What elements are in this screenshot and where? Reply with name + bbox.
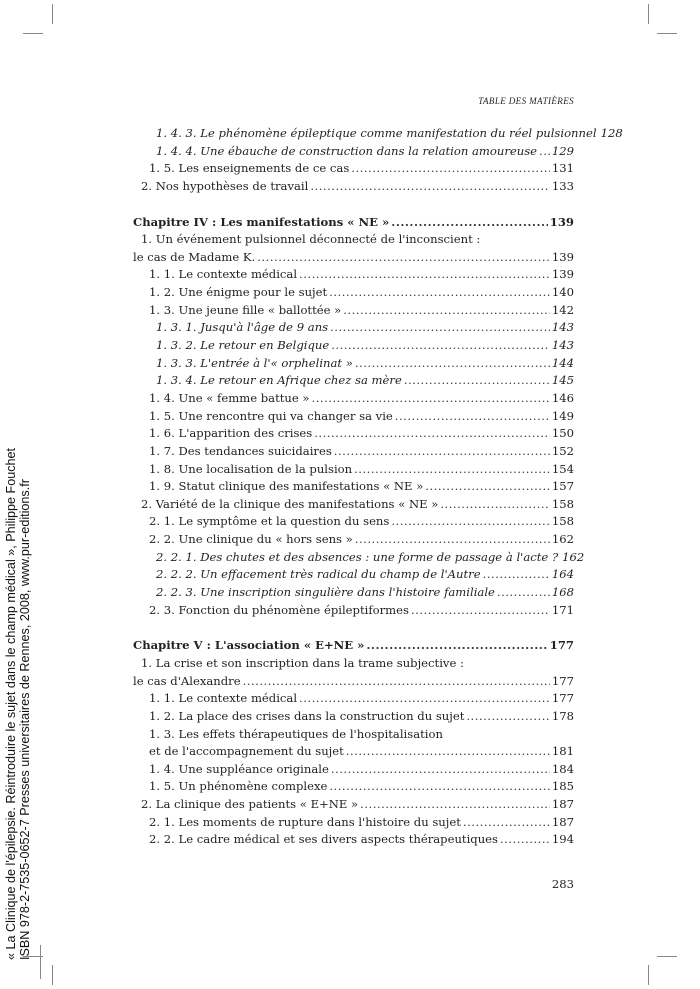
- crop-mark: [52, 965, 53, 985]
- side-notice-line1: « La Clinique de l'épilepsie. Réintroduire le sujet dans le champ médical », Philippe Fouchet: [4, 447, 18, 960]
- toc-chapter: [133, 637, 574, 655]
- toc-entry: [133, 408, 574, 426]
- toc-entry-page: 185: [551, 779, 574, 794]
- toc-entry: [133, 602, 574, 620]
- toc-entry: [133, 178, 574, 196]
- toc-entry: [133, 726, 574, 744]
- toc-entry-title: le cas de Madame K.: [133, 249, 256, 264]
- toc-entry: [133, 425, 574, 443]
- toc-entry-page: 133: [551, 178, 574, 193]
- toc-entry: [133, 831, 574, 849]
- toc-entry: [133, 566, 574, 584]
- toc-entry-page: 128: [600, 126, 623, 140]
- toc-entry-page: 171: [551, 602, 574, 617]
- dot-leader: [366, 637, 547, 655]
- toc-entry-page: 140: [551, 285, 574, 300]
- toc-entry-title: 1. 4. 3. Le phénomène épileptique comme manifestation du réel pulsionnel: [156, 126, 597, 140]
- toc-entry-title: 2. Variété de la clinique des manifestations « NE »: [141, 496, 439, 511]
- toc-entry-page: 149: [551, 408, 574, 423]
- dot-leader: [360, 796, 550, 814]
- toc-entry: [133, 302, 574, 320]
- toc-entry-title: 1. 3. 2. Le retour en Belgique: [156, 338, 330, 353]
- toc-entry: [133, 513, 574, 531]
- toc-entry-page: 194: [551, 832, 574, 847]
- toc-entry-page: 139: [549, 214, 574, 229]
- toc-chapter: [133, 214, 574, 232]
- toc-entry-page: 157: [551, 479, 574, 494]
- dot-leader: [329, 284, 550, 302]
- toc-entry-page: 154: [551, 461, 574, 476]
- toc-entry-page: 142: [551, 302, 574, 317]
- toc-entry-title: 1. 5. Une rencontre qui va changer sa vie: [149, 408, 393, 423]
- crop-mark: [23, 33, 43, 34]
- dot-leader: [539, 143, 550, 161]
- toc-entry-page: 164: [551, 567, 574, 582]
- toc-entry: [133, 249, 574, 267]
- toc-entry-title: 2. Nos hypothèses de travail: [141, 178, 309, 193]
- toc-entry-page: 177: [551, 673, 574, 688]
- dot-leader: [391, 513, 550, 531]
- toc-entry: [133, 690, 574, 708]
- toc-entry-title: 1. 6. L'apparition des crises: [149, 426, 313, 441]
- toc-entry: [133, 461, 574, 479]
- dot-leader: [354, 461, 550, 479]
- toc-entry-title: 2. 2. Le cadre médical et ses divers aspects thérapeutiques: [149, 832, 498, 847]
- toc-entry-page: 158: [551, 514, 574, 529]
- toc-entry: [133, 443, 574, 461]
- dot-leader: [355, 531, 550, 549]
- toc-entry-page: 146: [551, 390, 574, 405]
- crop-mark: [657, 33, 677, 34]
- toc-entry-title: 2. 2. 2. Un effacement très radical du champ de l'Autre: [156, 567, 481, 582]
- dot-leader: [355, 355, 550, 373]
- dot-leader: [257, 249, 550, 267]
- toc-entry-title: 1. 9. Statut clinique des manifestations « NE »: [149, 479, 424, 494]
- dot-leader: [497, 584, 550, 602]
- toc-entry-title: 1. 1. Le contexte médical: [149, 691, 298, 706]
- toc-entry: [133, 673, 574, 691]
- toc-entry-title: 2. 2. Une clinique du « hors sens »: [149, 532, 353, 547]
- toc-entry: [133, 125, 623, 143]
- toc-entry: [133, 761, 574, 779]
- toc-entry-title: 1. 3. Une jeune fille « ballottée »: [149, 302, 342, 317]
- toc-entry-title: 1. 5. Les enseignements de ce cas: [149, 161, 350, 176]
- toc-entry: [133, 796, 574, 814]
- toc-entry: [133, 478, 574, 496]
- dot-leader: [334, 443, 550, 461]
- page-number: 283: [551, 877, 574, 891]
- toc-entry-page: 178: [551, 708, 574, 723]
- toc-entry-page: 144: [551, 355, 574, 370]
- side-notice-line2: ISBN 978-2-7535-0652-7 Presses universitaires de Rennes, 2008, www.pur-editions.fr: [18, 479, 32, 960]
- crop-mark: [52, 4, 53, 24]
- side-notice: [4, 448, 32, 960]
- toc-entry-title: 2. 1. Les moments de rupture dans l'histoire du sujet: [149, 814, 461, 829]
- toc-entry-page: 143: [551, 338, 574, 353]
- toc-entry-page: 187: [551, 797, 574, 812]
- toc-entry: [133, 743, 574, 761]
- table-of-contents: [133, 125, 623, 849]
- toc-entry: [133, 160, 574, 178]
- toc-entry: [133, 655, 574, 673]
- dot-leader: [346, 743, 550, 761]
- toc-entry-title: 1. 1. Le contexte médical: [149, 267, 298, 282]
- toc-entry-page: 150: [551, 426, 574, 441]
- dot-leader: [483, 566, 550, 584]
- toc-entry: [133, 355, 574, 373]
- dot-leader: [243, 673, 550, 691]
- toc-entry-page: 139: [551, 249, 574, 264]
- dot-leader: [463, 814, 550, 832]
- toc-entry-title: 1. Un événement pulsionnel déconnecté de l'inconscient :: [141, 232, 481, 247]
- dot-leader: [395, 408, 550, 426]
- toc-entry-title: 1. 3. 4. Le retour en Afrique chez sa mère: [156, 373, 402, 388]
- toc-entry-title: 2. La clinique des patients « E+NE »: [141, 797, 359, 812]
- toc-entry-title: 1. 3. 1. Jusqu'à l'âge de 9 ans: [156, 320, 329, 335]
- section-gap: [133, 196, 574, 214]
- dot-leader: [500, 831, 550, 849]
- toc-entry: [133, 584, 574, 602]
- toc-entry-title: 1. 4. Une suppléance originale: [149, 761, 329, 776]
- toc-entry-page: 131: [551, 161, 574, 176]
- toc-entry-title: 1. La crise et son inscription dans la trame subjective :: [141, 655, 464, 670]
- toc-entry: [133, 814, 574, 832]
- crop-mark: [648, 4, 649, 24]
- toc-entry-page: 181: [551, 744, 574, 759]
- toc-entry-title: 2. 2. 1. Des chutes et des absences : une forme de passage à l'acte ?: [156, 549, 559, 564]
- toc-entry: [133, 496, 574, 514]
- toc-entry-page: 143: [551, 320, 574, 335]
- dot-leader: [314, 425, 550, 443]
- dot-leader: [440, 496, 549, 514]
- toc-entry-title: 1. 7. Des tendances suicidaires: [149, 443, 332, 458]
- dot-leader: [329, 778, 550, 796]
- dot-leader: [310, 178, 550, 196]
- toc-entry-title: 1. 4. Une « femme battue »: [149, 390, 310, 405]
- dot-leader: [343, 302, 550, 320]
- toc-entry-page: 145: [551, 373, 574, 388]
- toc-entry: [133, 778, 574, 796]
- toc-entry-page: 152: [551, 443, 574, 458]
- dot-leader: [312, 390, 550, 408]
- crop-mark: [657, 956, 677, 957]
- dot-leader: [466, 708, 549, 726]
- toc-entry-page: 187: [551, 814, 574, 829]
- toc-entry-title: Chapitre V : L'association « E+NE »: [133, 638, 365, 653]
- toc-entry-page: 162: [562, 549, 585, 564]
- toc-entry: [133, 319, 574, 337]
- toc-entry-title: 1. 8. Une localisation de la pulsion: [149, 461, 353, 476]
- toc-entry-page: 168: [551, 585, 574, 600]
- toc-entry-page: 139: [551, 267, 574, 282]
- toc-entry-title: le cas d'Alexandre: [133, 673, 241, 688]
- dot-leader: [299, 266, 550, 284]
- toc-entry: [133, 284, 574, 302]
- dot-leader: [391, 214, 548, 232]
- toc-entry-page: 162: [551, 532, 574, 547]
- side-rule: [40, 945, 41, 979]
- dot-leader: [331, 337, 550, 355]
- toc-entry-title: 1. 2. La place des crises dans la construction du sujet: [149, 708, 465, 723]
- dot-leader: [299, 690, 550, 708]
- dot-leader: [404, 372, 550, 390]
- section-gap: [133, 619, 574, 637]
- toc-entry-page: 184: [551, 761, 574, 776]
- toc-entry-title: et de l'accompagnement du sujet: [149, 744, 344, 759]
- toc-entry-page: 158: [551, 496, 574, 511]
- toc-entry: [133, 531, 574, 549]
- dot-leader: [425, 478, 550, 496]
- toc-entry-title: 1. 5. Un phénomène complexe: [149, 779, 328, 794]
- toc-entry: [133, 337, 574, 355]
- toc-entry-title: 2. 2. 3. Une inscription singulière dans l'histoire familiale: [156, 585, 495, 600]
- crop-mark: [648, 965, 649, 985]
- toc-entry: [133, 390, 574, 408]
- toc-entry-page: 177: [549, 638, 574, 653]
- dot-leader: [331, 761, 550, 779]
- toc-entry-title: 1. 3. 3. L'entrée à l'« orphelinat »: [156, 355, 353, 370]
- toc-entry: [133, 549, 585, 567]
- toc-entry-title: 2. 3. Fonction du phénomène épileptiformes: [149, 602, 409, 617]
- toc-entry: [133, 372, 574, 390]
- toc-entry-title: 1. 2. Une énigme pour le sujet: [149, 285, 328, 300]
- running-header: TABLE DES MATIÈRES: [478, 96, 574, 106]
- toc-entry: [133, 708, 574, 726]
- toc-entry: [133, 143, 574, 161]
- toc-entry-title: 1. 4. 4. Une ébauche de construction dans la relation amoureuse: [156, 143, 538, 158]
- toc-entry: [133, 266, 574, 284]
- toc-entry-title: 1. 3. Les effets thérapeutiques de l'hospitalisation: [149, 726, 443, 741]
- dot-leader: [330, 319, 550, 337]
- toc-entry-title: 2. 1. Le symptôme et la question du sens: [149, 514, 390, 529]
- toc-entry-title: Chapitre IV : Les manifestations « NE »: [133, 214, 390, 229]
- toc-entry-page: 129: [551, 143, 574, 158]
- toc-entry: [133, 231, 574, 249]
- dot-leader: [351, 160, 550, 178]
- dot-leader: [411, 602, 550, 620]
- toc-entry-page: 177: [551, 691, 574, 706]
